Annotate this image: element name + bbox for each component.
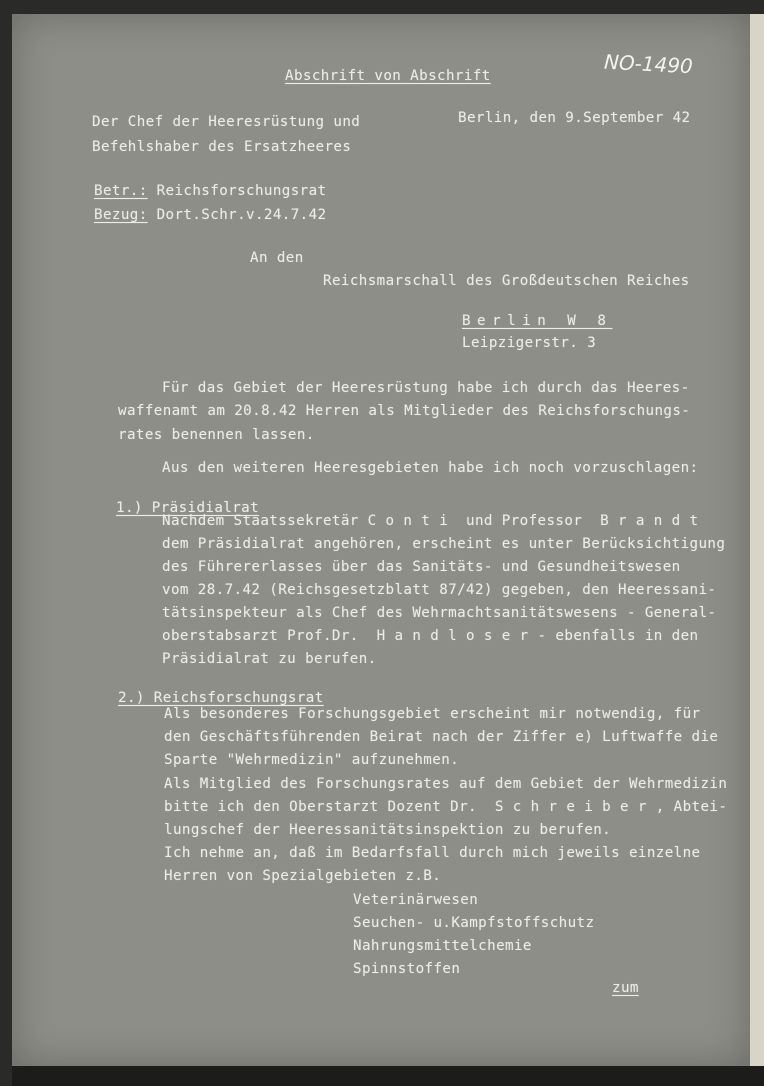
document-page (12, 14, 750, 1066)
section1-line: dem Präsidialrat angehören, erscheint es unter Berücksichtigung (162, 536, 726, 552)
section2-line: den Geschäftsführenden Beirat nach der Ziffer e) Luftwaffe die (164, 729, 719, 745)
bezug-value: Dort.Schr.v.24.7.42 (147, 207, 327, 223)
section1-heading: 1.) Präsidialrat (116, 500, 260, 516)
bezug-label: Bezug: (94, 207, 148, 223)
paper-edge-right (750, 14, 764, 1086)
section1-line: Nachdem Staatssekretär C o n t i und Professor B r a n d t (162, 513, 699, 529)
section2-line: Ich nehme an, daß im Bedarfsfall durch mich jeweils einzelne (164, 845, 701, 861)
intro-line: rates benennen lassen. (118, 427, 315, 443)
section1-line: vom 28.7.42 (Reichsgesetzblatt 87/42) gegeben, den Heeressani- (162, 582, 717, 598)
recipient-street: Leipzigerstr. 3 (462, 335, 597, 351)
betr-row (94, 181, 327, 201)
section1-line: Präsidialrat zu berufen. (162, 651, 377, 667)
section1-line: des Führererlasses über das Sanitäts- und Gesundheitswesen (162, 559, 681, 575)
recipient-an: An den (250, 250, 304, 266)
proposal-line: Aus den weiteren Heeresgebieten habe ich noch vorzuschlagen: (162, 460, 699, 476)
document-title: Abschrift von Abschrift (285, 68, 491, 84)
sender-line-2: Befehlshaber des Ersatzheeres (92, 139, 352, 155)
archive-note: NO-1490 (603, 49, 694, 79)
recipient-city: Berlin W 8 (462, 313, 613, 329)
field-item: Nahrungsmittelchemie (353, 938, 532, 954)
sender-line-1: Der Chef der Heeresrüstung und (92, 114, 361, 130)
field-item: Veterinärwesen (353, 892, 479, 908)
section2-line: Als besonderes Forschungsgebiet erscheint mir notwendig, für (164, 706, 701, 722)
section2-line: bitte ich den Oberstarzt Dozent Dr. S c h r e i b e r , Abtei- (164, 799, 728, 815)
section1-line: tätsinspekteur als Chef des Wehrmachtsanitätswesens - General- (162, 605, 717, 621)
place-date: Berlin, den 9.September 42 (458, 110, 691, 126)
betr-value: Reichsforschungsrat (147, 183, 327, 199)
section2-line: Als Mitglied des Forschungsrates auf dem Gebiet der Wehrmedizin (164, 776, 728, 792)
betr-label: Betr.: (94, 183, 148, 199)
continuation-word: zum (612, 980, 639, 996)
section2-line: Sparte "Wehrmedizin" aufzunehmen. (164, 752, 460, 768)
intro-line: waffenamt am 20.8.42 Herren als Mitglieder des Reichsforschungs- (118, 403, 691, 419)
field-item: Spinnstoffen (353, 961, 461, 977)
section1-line: oberstabsarzt Prof.Dr. H a n d l o s e r - ebenfalls in den (162, 628, 699, 644)
field-item: Seuchen- u.Kampfstoffschutz (353, 915, 595, 931)
section2-line: Herren von Spezialgebieten z.B. (164, 868, 442, 884)
section2-heading: 2.) Reichsforschungsrat (118, 690, 324, 706)
recipient-name: Reichsmarschall des Großdeutschen Reiches (323, 273, 690, 289)
paper-edge-bottom (12, 1066, 764, 1086)
section2-line: lungschef der Heeressanitätsinspektion zu berufen. (164, 822, 612, 838)
bezug-row (94, 205, 327, 225)
intro-line: Für das Gebiet der Heeresrüstung habe ich durch das Heeres- (162, 380, 690, 396)
